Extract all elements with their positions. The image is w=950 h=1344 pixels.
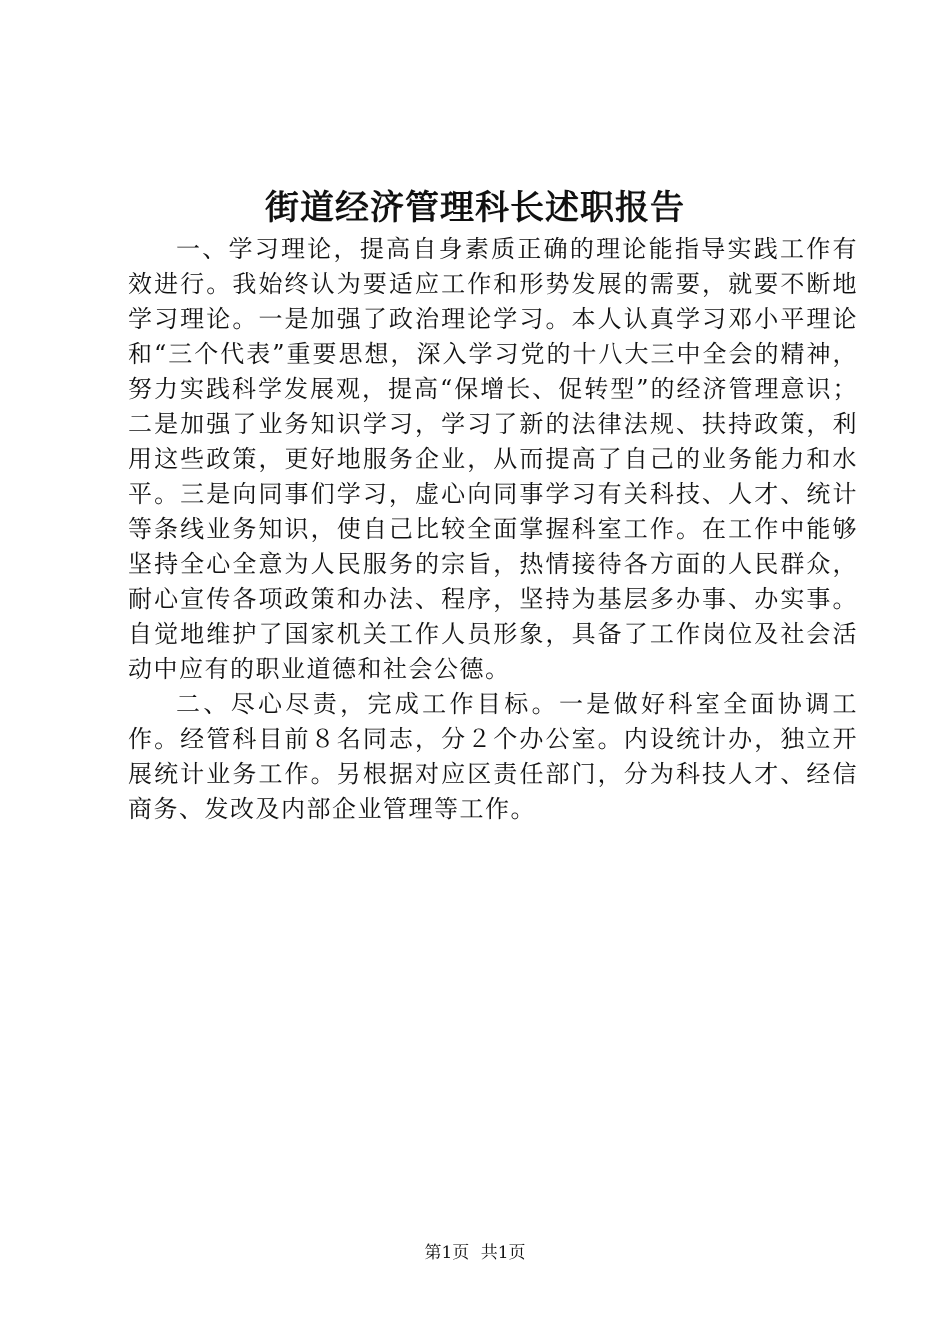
page-footer [0,1241,950,1265]
page-number-total: 共1页 [480,1243,526,1263]
document-body [128,232,858,827]
page-number-current: 第1页 [424,1243,470,1263]
paragraph-work-goals: 二、尽心尽责，完成工作目标。一是做好科室全面协调工作。经管科目前８名同志，分２个办公室。内设统计办，独立开展统计业务工作。另根据对应区责任部门，分为科技人才、经信商务、发改及内部企业管理等工作。 [128,690,858,823]
document-title: 街道经济管理科长述职报告 [265,188,685,228]
paragraph-study-theory: 一、学习理论，提高自身素质正确的理论能指导实践工作有效进行。我始终认为要适应工作和形势发展的需要，就要不断地学习理论。一是加强了政治理论学习。本人认真学习邓小平理论和“三个代表”重要思想，深入学习党的十八大三中全会的精神，努力实践科学发展观，提高“保增长、促转型”的经济管理意识；二是加强了业务知识学习，学习了新的法律法规、扶持政策，利用这些政策，更好地服务企业，从而提高了自己的业务能力和水平。三是向同事们学习，虚心向同事学习有关科技、人才、统计等条线业务知识，使自己比较全面掌握科室工作。在工作中能够坚持全心全意为人民服务的宗旨，热情接待各方面的人民群众，耐心宣传各项政策和办法、程序，坚持为基层多办事、办实事。自觉地维护了国家机关工作人员形象，具备了工作岗位及社会活动中应有的职业道德和社会公德。 [128,235,858,683]
